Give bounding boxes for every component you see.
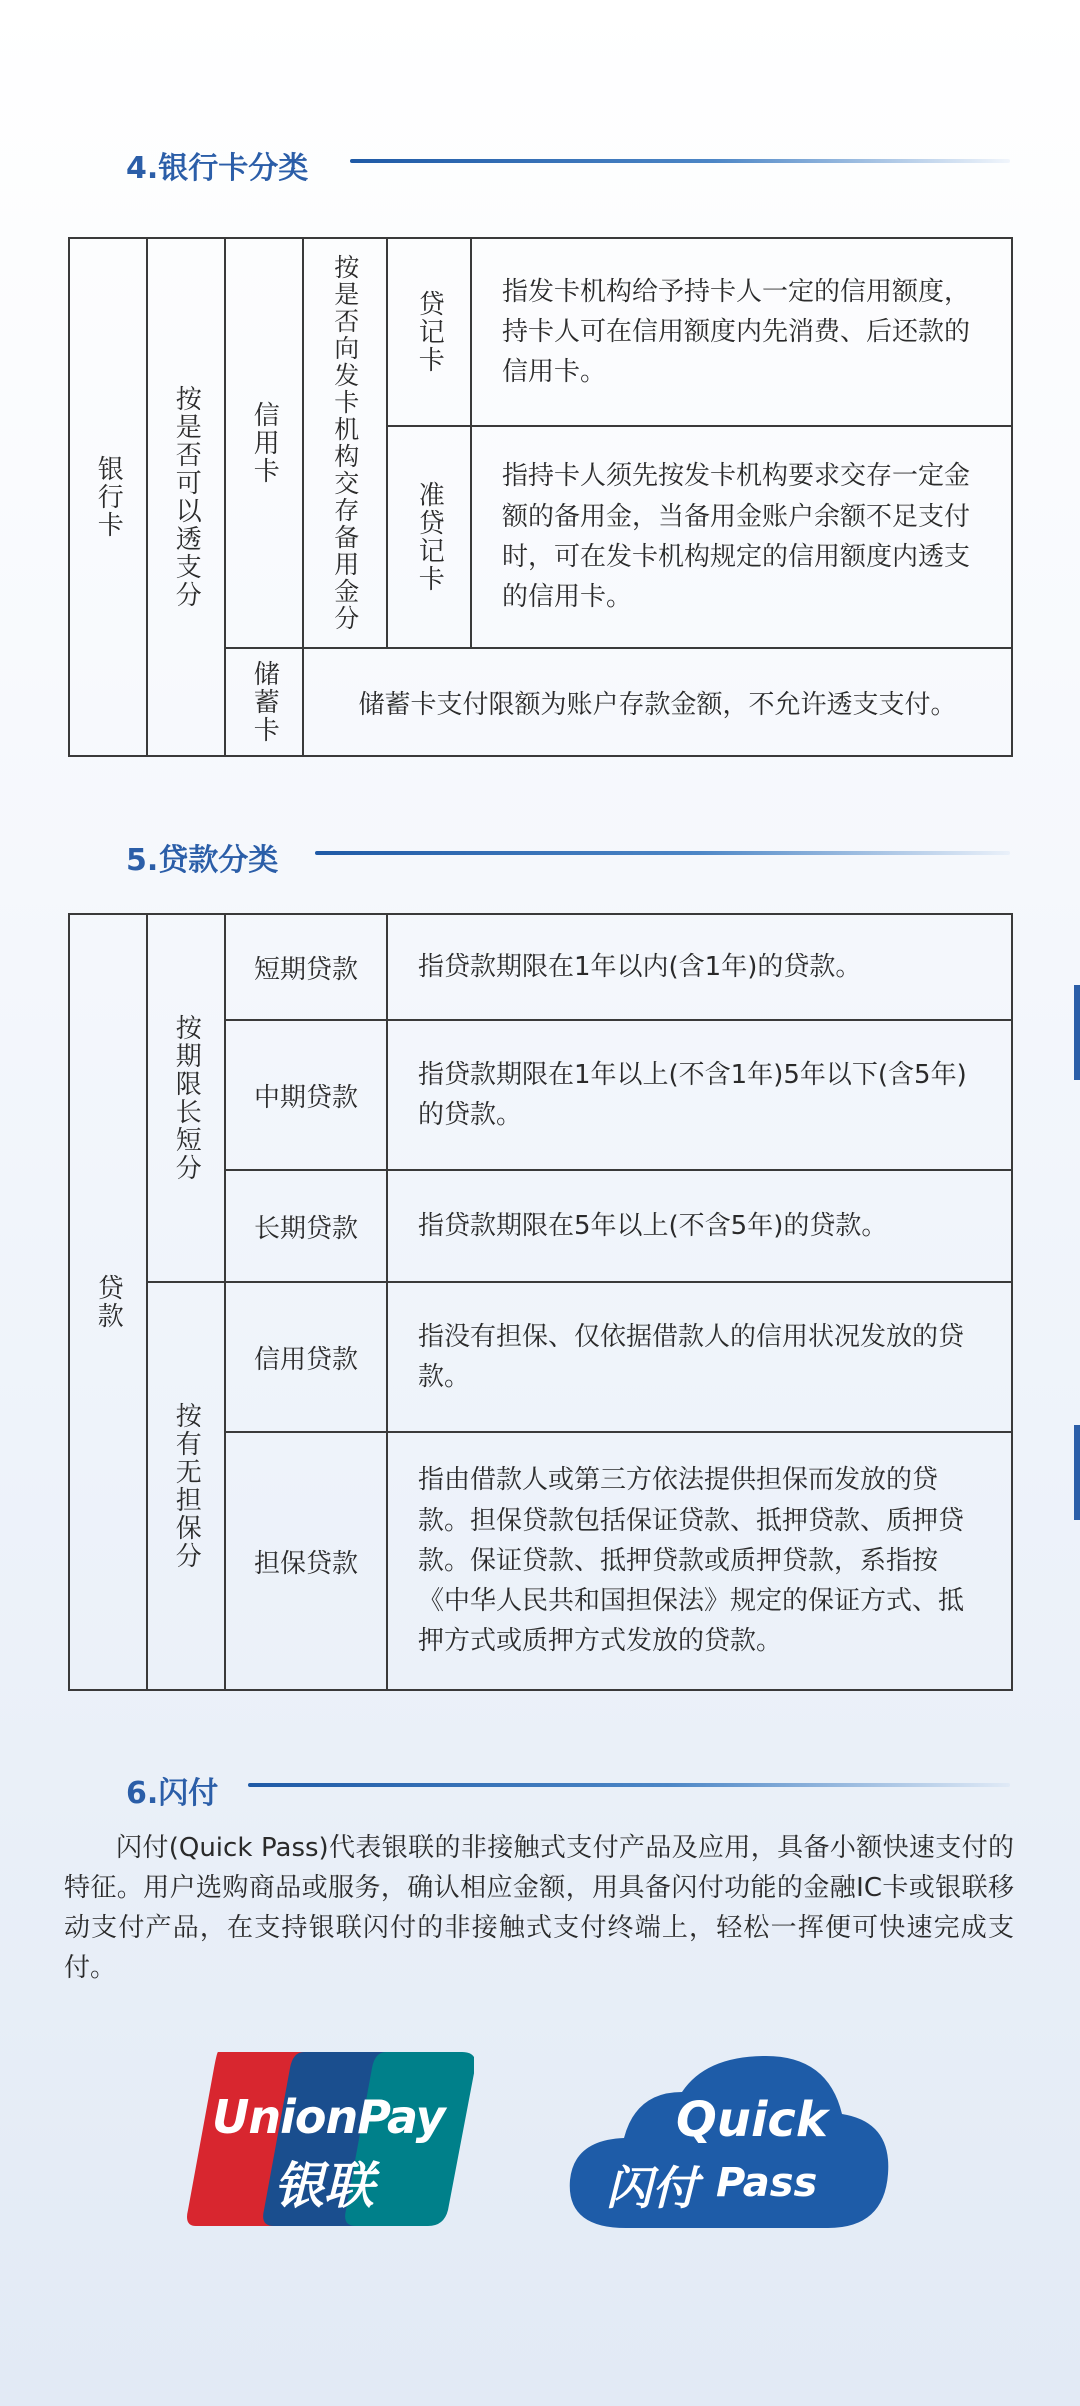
section-title-loan: 5.贷款分类	[126, 843, 279, 878]
quickpass-paragraph: 闪付(Quick Pass)代表银联的非接触式支付产品及应用，具备小额快速支付的特征。用户选购商品或服务，确认相应金额，用具备闪付功能的金融IC卡或银联移动支付产品，在支持银联闪付的非接触式支付终端上，轻松一挥便可快速完成支付。	[64, 1833, 1014, 1983]
quickpass-logo	[566, 2052, 892, 2230]
edge-decoration	[1074, 985, 1080, 1080]
loan-type-desc: 指贷款期限在1年以内(含1年)的贷款。	[418, 951, 862, 982]
loan-type-cell: 长期贷款	[253, 1213, 358, 1244]
card-type-cell: 准贷记卡	[414, 481, 445, 593]
unionpay-cn-text: 银联	[274, 2157, 374, 2215]
card-type-desc: 指发卡机构给予持卡人一定的信用额度，持卡人可在信用额度内先消费、后还款的信用卡。	[502, 276, 971, 388]
loan-type-desc: 指没有担保、仅依据借款人的信用状况发放的贷款。	[418, 1321, 965, 1392]
loan-type-cell: 短期贷款	[253, 954, 358, 985]
term-criterion-cell: 按期限长短分	[171, 1014, 202, 1182]
loan-type-desc: 指贷款期限在1年以上(不含1年)5年以下(含5年)的贷款。	[418, 1059, 967, 1130]
edge-decoration	[1074, 1425, 1080, 1520]
loan-type-cell: 担保贷款	[253, 1548, 358, 1579]
title-divider	[315, 851, 1010, 855]
loan-type-cell: 信用贷款	[253, 1344, 358, 1375]
guarantee-criterion-cell: 按有无担保分	[171, 1402, 202, 1570]
quickpass-top-text: Quick	[676, 2092, 828, 2148]
bank-card-table	[68, 237, 1013, 757]
loan-type-cell: 中期贷款	[253, 1082, 358, 1113]
loan-type-desc: 指贷款期限在5年以上(不含5年)的贷款。	[418, 1210, 888, 1241]
quickpass-cn-text: 闪付	[606, 2161, 698, 2215]
debit-card-cell: 储蓄卡	[249, 660, 280, 744]
credit-card-cell: 信用卡	[249, 401, 280, 485]
bank-card-root-cell: 银行卡	[93, 455, 124, 539]
overdraft-criterion-cell: 按是否可以透支分	[171, 385, 202, 609]
section-title-quickpass: 6.闪付	[126, 1776, 219, 1811]
loan-type-desc: 指由借款人或第三方依法提供担保而发放的贷款。担保贷款包括保证贷款、抵押贷款、质押贷款。保证贷款、抵押贷款或质押贷款，系指按《中华人民共和国担保法》规定的保证方式、抵押方式或质押方式发放的贷款。	[418, 1465, 965, 1657]
unionpay-en-text: UnionPay	[212, 2090, 445, 2144]
unionpay-logo	[186, 2050, 474, 2228]
section-title-bank-card: 4.银行卡分类	[126, 151, 309, 186]
card-type-cell: 贷记卡	[414, 290, 445, 374]
debit-card-desc: 储蓄卡支付限额为账户存款金额，不允许透支支付。	[358, 689, 957, 720]
card-type-desc: 指持卡人须先按发卡机构要求交存一定金额的备用金，当备用金账户余额不足支付时，可在发卡机构规定的信用额度内透支的信用卡。	[502, 461, 971, 613]
deposit-criterion-cell: 按是否向发卡机构交存备用金分	[330, 254, 360, 632]
title-divider	[350, 159, 1010, 163]
title-divider	[248, 1783, 1010, 1787]
quickpass-en-text: Pass	[716, 2160, 818, 2206]
loan-table	[68, 913, 1013, 1691]
loan-root-cell: 贷款	[93, 1274, 124, 1330]
